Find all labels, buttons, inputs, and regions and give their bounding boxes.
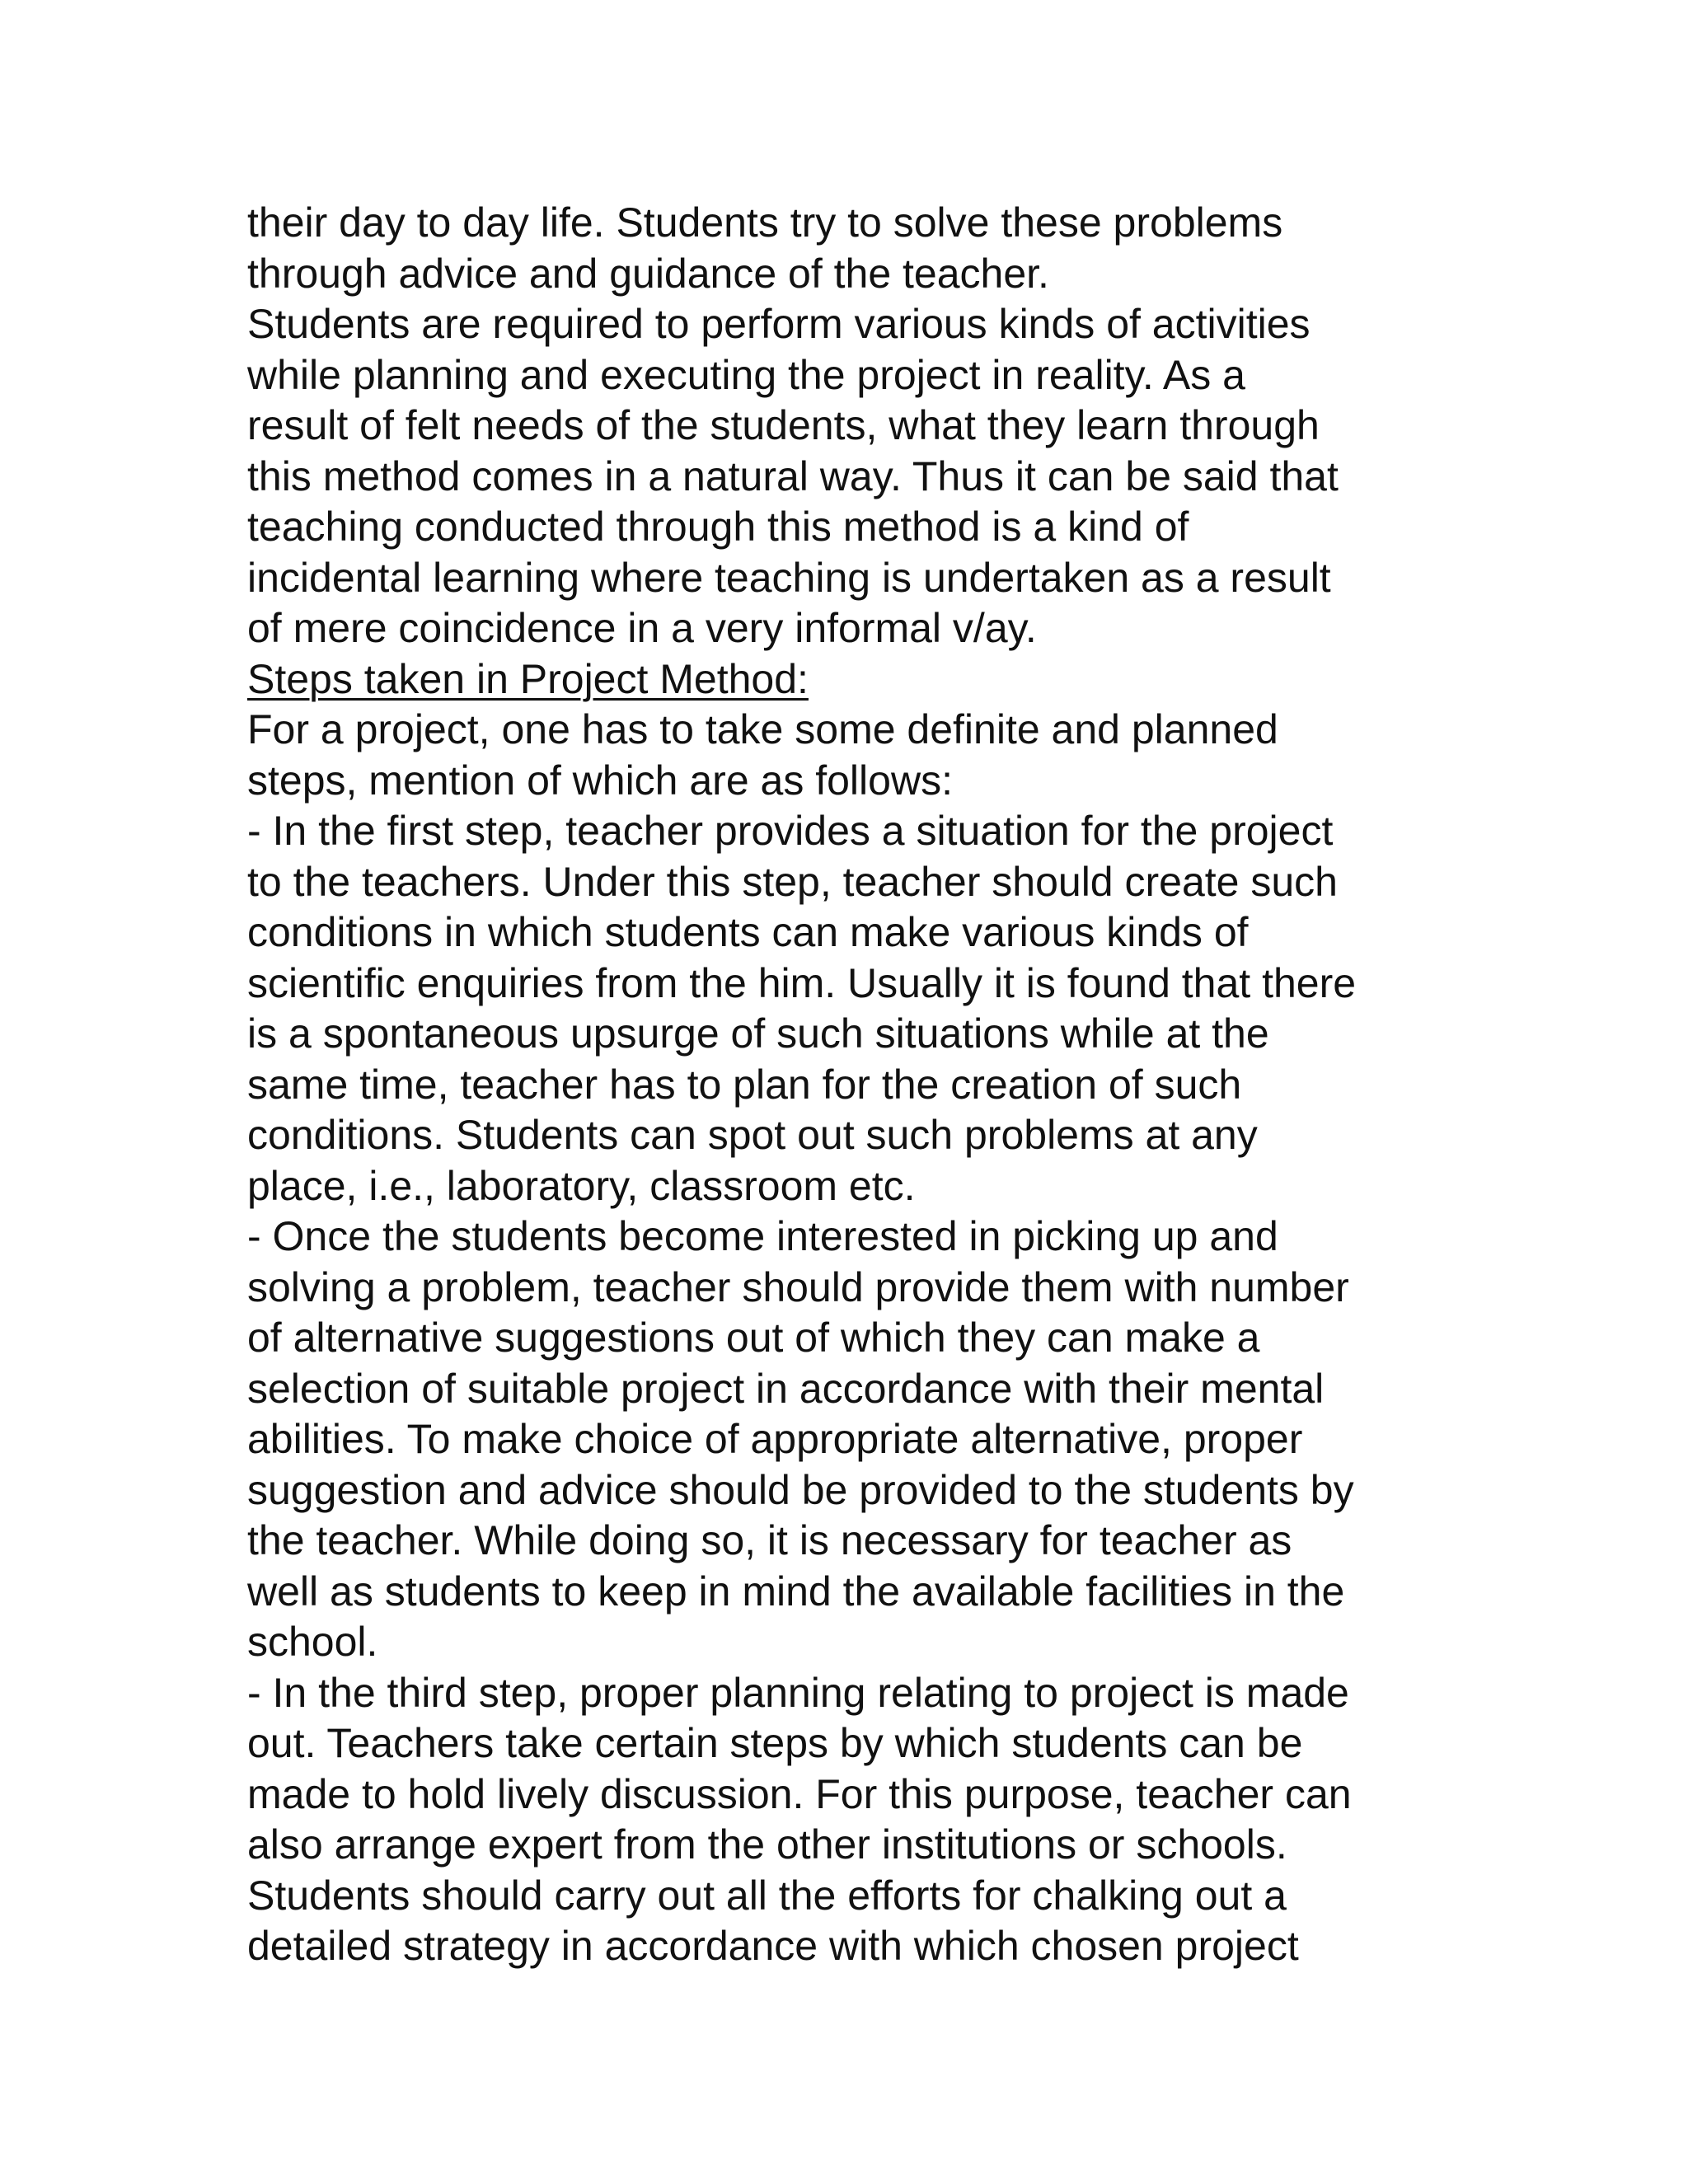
document-body bbox=[247, 198, 1451, 1972]
text-line: of alternative suggestions out of which they can make a bbox=[247, 1315, 1260, 1361]
text-line: of mere coincidence in a very informal v/ay. bbox=[247, 605, 1037, 651]
section-heading-wrapper bbox=[247, 654, 1451, 705]
text-line: suggestion and advice should be provided to the students by bbox=[247, 1466, 1354, 1513]
text-line: scientific enquiries from the him. Usually it is found that there bbox=[247, 959, 1357, 1006]
text-line: while planning and executing the project in reality. As a bbox=[247, 351, 1245, 398]
text-line: detailed strategy in accordance with which chosen project bbox=[247, 1923, 1299, 1969]
step-three bbox=[247, 1668, 1451, 1972]
text-line: solving a problem, teacher should provide them with number bbox=[247, 1263, 1349, 1310]
paragraph-activities bbox=[247, 299, 1451, 654]
text-line: incidental learning where teaching is undertaken as a result bbox=[247, 554, 1331, 601]
text-line: school. bbox=[247, 1619, 378, 1665]
text-line: out. Teachers take certain steps by which students can be bbox=[247, 1720, 1303, 1766]
text-line: place, i.e., laboratory, classroom etc. bbox=[247, 1162, 916, 1209]
text-line: teaching conducted through this method is a kind of bbox=[247, 504, 1189, 550]
text-line: Students are required to perform various kinds of activities bbox=[247, 301, 1311, 347]
text-line: this method comes in a natural way. Thus it can be said that bbox=[247, 452, 1339, 499]
text-line: steps, mention of which are as follows: bbox=[247, 757, 953, 804]
paragraph-intro-continuation bbox=[247, 198, 1451, 299]
paragraph-steps-intro bbox=[247, 705, 1451, 806]
text-line: - Once the students become interested in picking up and bbox=[247, 1213, 1278, 1259]
text-line: For a project, one has to take some definite and planned bbox=[247, 706, 1278, 752]
text-line: result of felt needs of the students, what they learn through bbox=[247, 402, 1320, 448]
text-line: selection of suitable project in accordance with their mental bbox=[247, 1365, 1325, 1412]
text-line: through advice and guidance of the teacher. bbox=[247, 250, 1049, 297]
text-line: conditions in which students can make various kinds of bbox=[247, 909, 1249, 955]
step-one bbox=[247, 806, 1451, 1212]
text-line: Students should carry out all the efforts for chalking out a bbox=[247, 1872, 1287, 1919]
text-line: to the teachers. Under this step, teacher should create such bbox=[247, 858, 1338, 905]
section-heading: Steps taken in Project Method: bbox=[247, 655, 809, 702]
step-two bbox=[247, 1212, 1451, 1668]
text-line: abilities. To make choice of appropriate alternative, proper bbox=[247, 1416, 1303, 1462]
text-line: same time, teacher has to plan for the creation of such bbox=[247, 1061, 1242, 1108]
text-line: their day to day life. Students try to solve these problems bbox=[247, 199, 1283, 246]
text-line: - In the third step, proper planning relating to project is made bbox=[247, 1669, 1349, 1716]
text-line: made to hold lively discussion. For this purpose, teacher can bbox=[247, 1770, 1352, 1817]
text-line: is a spontaneous upsurge of such situations while at the bbox=[247, 1010, 1269, 1057]
text-line: the teacher. While doing so, it is necessary for teacher as bbox=[247, 1517, 1292, 1563]
text-line: - In the first step, teacher provides a situation for the project bbox=[247, 808, 1334, 854]
text-line: well as students to keep in mind the available facilities in the bbox=[247, 1568, 1345, 1615]
text-line: conditions. Students can spot out such problems at any bbox=[247, 1112, 1258, 1158]
text-line: also arrange expert from the other institutions or schools. bbox=[247, 1821, 1287, 1868]
